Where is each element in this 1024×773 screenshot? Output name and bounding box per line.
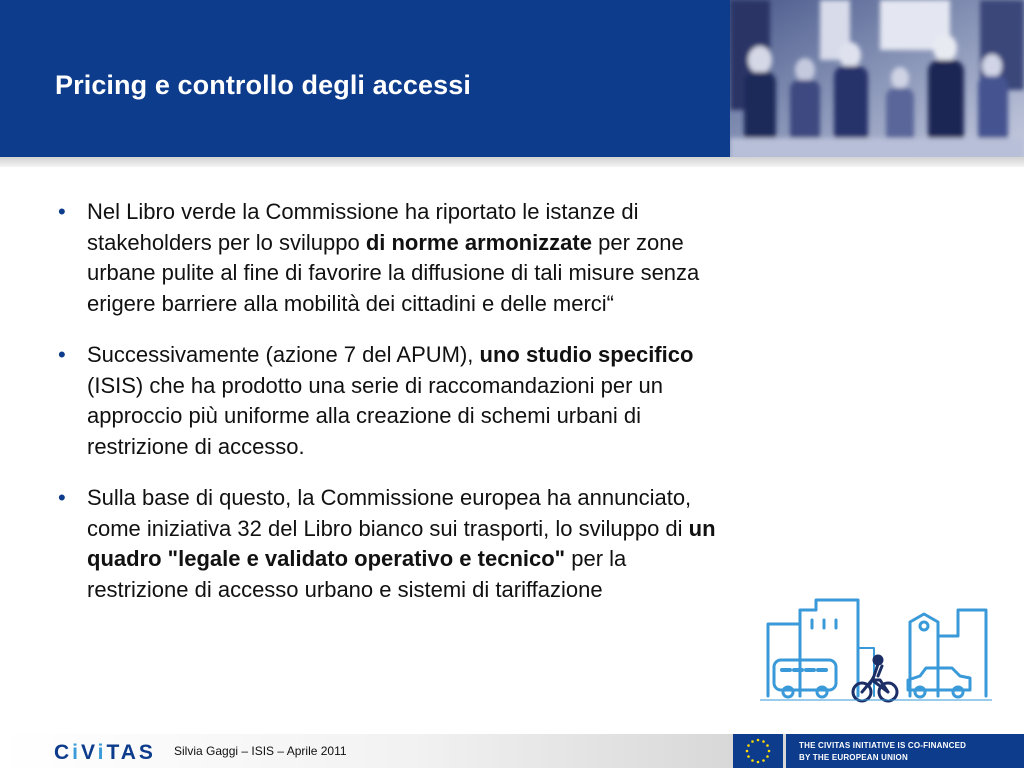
crowd-photo-graphic bbox=[730, 0, 1024, 160]
building-shape bbox=[938, 610, 986, 696]
city-illustration-graphic bbox=[760, 596, 992, 708]
bullet-icon: • bbox=[58, 342, 66, 367]
bullet-list bbox=[55, 197, 720, 626]
bus-wheel bbox=[817, 687, 827, 697]
eu-cofinance-panel bbox=[786, 734, 1024, 768]
header-divider bbox=[0, 157, 1024, 167]
window-marks bbox=[812, 620, 836, 628]
logo-letter: TAS bbox=[106, 741, 156, 764]
logo-letter: i bbox=[72, 741, 82, 764]
bullet-icon: • bbox=[58, 485, 66, 510]
bullet-item bbox=[55, 340, 720, 462]
bullet-emphasis: uno studio specifico bbox=[479, 342, 694, 367]
building-window bbox=[920, 622, 928, 630]
footer-author-text: Silvia Gaggi – ISIS – Aprile 2011 bbox=[174, 744, 347, 758]
eu-cofinance-text: THE CIVITAS INITIATIVE IS CO-FINANCED bbox=[799, 741, 967, 750]
bullet-text: per la restrizione di accesso urbano e sistemi di tariffazione bbox=[87, 546, 627, 602]
car-wheel bbox=[953, 687, 963, 697]
bus-icon bbox=[774, 660, 836, 690]
building-shape bbox=[800, 600, 858, 696]
bullet-text: Nel Libro verde la Commissione ha riportato le istanze di stakeholders per lo sviluppo bbox=[87, 199, 639, 255]
bullet-emphasis: un quadro "legale e validato operativo e tecnico" bbox=[87, 515, 716, 571]
bullet-text: Sulla base di questo, la Commissione europea ha annunciato, come iniziativa 32 del Libro bianco sui trasporti, lo sviluppo di bbox=[87, 485, 692, 541]
city-transport-illustration bbox=[760, 596, 992, 708]
eu-flag-graphic bbox=[733, 734, 783, 768]
bus-wheel bbox=[783, 687, 793, 697]
bullet-text: per zone urbane pulite al fine di favorire la diffusione di tali misure senza erigere barriere alla mobilità dei cittadini e delle merci“ bbox=[87, 229, 700, 316]
bullet-item bbox=[55, 483, 720, 605]
civitas-logo bbox=[54, 741, 156, 765]
eu-cofinance-text: BY THE EUROPEAN UNION bbox=[799, 753, 908, 762]
building-shape bbox=[910, 614, 938, 696]
slide-title: Pricing e controllo degli accessi bbox=[55, 70, 471, 100]
logo-letter: i bbox=[97, 741, 107, 764]
logo-letter: C bbox=[54, 741, 73, 764]
eu-flag-icon bbox=[733, 734, 783, 768]
car-wheel bbox=[915, 687, 925, 697]
crowd-photo bbox=[730, 0, 1024, 160]
bullet-emphasis: di norme armonizzate bbox=[365, 229, 592, 255]
bullet-icon: • bbox=[58, 199, 66, 224]
bullet-text: (ISIS) che ha prodotto una serie di raccomandazioni per un approccio più uniforme alla creazione di schemi urbani di restrizione di accesso. bbox=[87, 372, 663, 459]
bullet-text: Successivamente (azione 7 del APUM), bbox=[87, 342, 480, 367]
bullet-item bbox=[55, 197, 720, 319]
logo-letter: V bbox=[81, 741, 98, 764]
